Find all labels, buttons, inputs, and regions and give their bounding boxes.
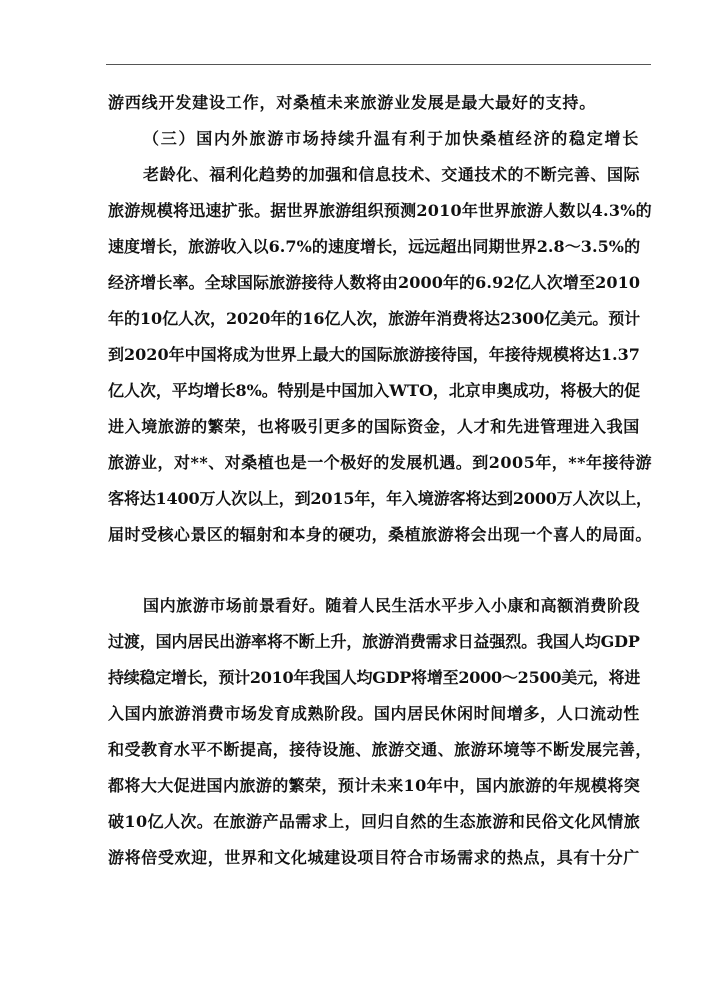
text-line: 和受教育水平不断提高，接待设施、旅游交通、旅游环境等不断发展完善，: [108, 740, 652, 759]
text-line: 客将达1400万人次以上，到2015年，年入境游客将达到2000万人次以上，: [108, 489, 652, 508]
text-line: 游将倍受欢迎，世界和文化城建设项目符合市场需求的热点，具有十分广: [108, 848, 640, 867]
text-line: 老龄化、福利化趋势的加强和信息技术、交通技术的不断完善、国际: [143, 165, 641, 184]
text-line: 亿人次，平均增长8%。特别是中国加入WTO，北京申奥成功，将极大的促: [108, 381, 641, 400]
text-line: 持续稳定增长，预计2010年我国人均GDP将增至2000～2500美元，将进: [108, 668, 641, 687]
text-line: 都将大大促进国内旅游的繁荣，预计未来10年中，国内旅游的年规模将突: [108, 776, 641, 795]
text-line: 游西线开发建设工作，对桑植未来旅游业发展是最大最好的支持。: [108, 93, 597, 112]
text-line: 入国内旅游消费市场发育成熟阶段。国内居民休闲时间增多，人口流动性: [108, 704, 640, 723]
text-line: 破10亿人次。在旅游产品需求上，回归自然的生态旅游和民俗文化风情旅: [108, 812, 641, 831]
text-line: 国内旅游市场前景看好。随着人民生活水平步入小康和高额消费阶段: [143, 596, 641, 615]
text-line: 旅游业，对**、对桑植也是一个极好的发展机遇。到2005年，**年接待游: [108, 453, 653, 472]
text-line: 速度增长，旅游收入以6.7%的速度增长，远远超出同期世界2.8～3.5%的: [108, 237, 641, 256]
text-line: 届时受核心景区的辐射和本身的硬功，桑植旅游将会出现一个喜人的局面。: [108, 525, 652, 544]
text-line: 年的10亿人次，2020年的16亿人次，旅游年消费将达2300亿美元。预计: [108, 309, 641, 328]
text-line: 过渡，国内居民出游率将不断上升，旅游消费需求日益强烈。我国人均GDP: [108, 632, 640, 651]
text-line: 经济增长率。全球国际旅游接待人数将由2000年的6.92亿人次增至2010: [108, 273, 641, 292]
section-heading: （三）国内外旅游市场持续升温有利于加快桑植经济的稳定增长: [143, 129, 641, 148]
text-line: 进入境旅游的繁荣，也将吸引更多的国际资金，人才和先进管理进入我国: [108, 417, 640, 436]
header-rule: [106, 64, 651, 65]
text-line: 旅游规模将迅速扩张。据世界旅游组织预测2010年世界旅游人数以4.3%的: [108, 201, 652, 220]
text-line: 到2020年中国将成为世界上最大的国际旅游接待国，年接待规模将达1.37: [108, 345, 640, 364]
